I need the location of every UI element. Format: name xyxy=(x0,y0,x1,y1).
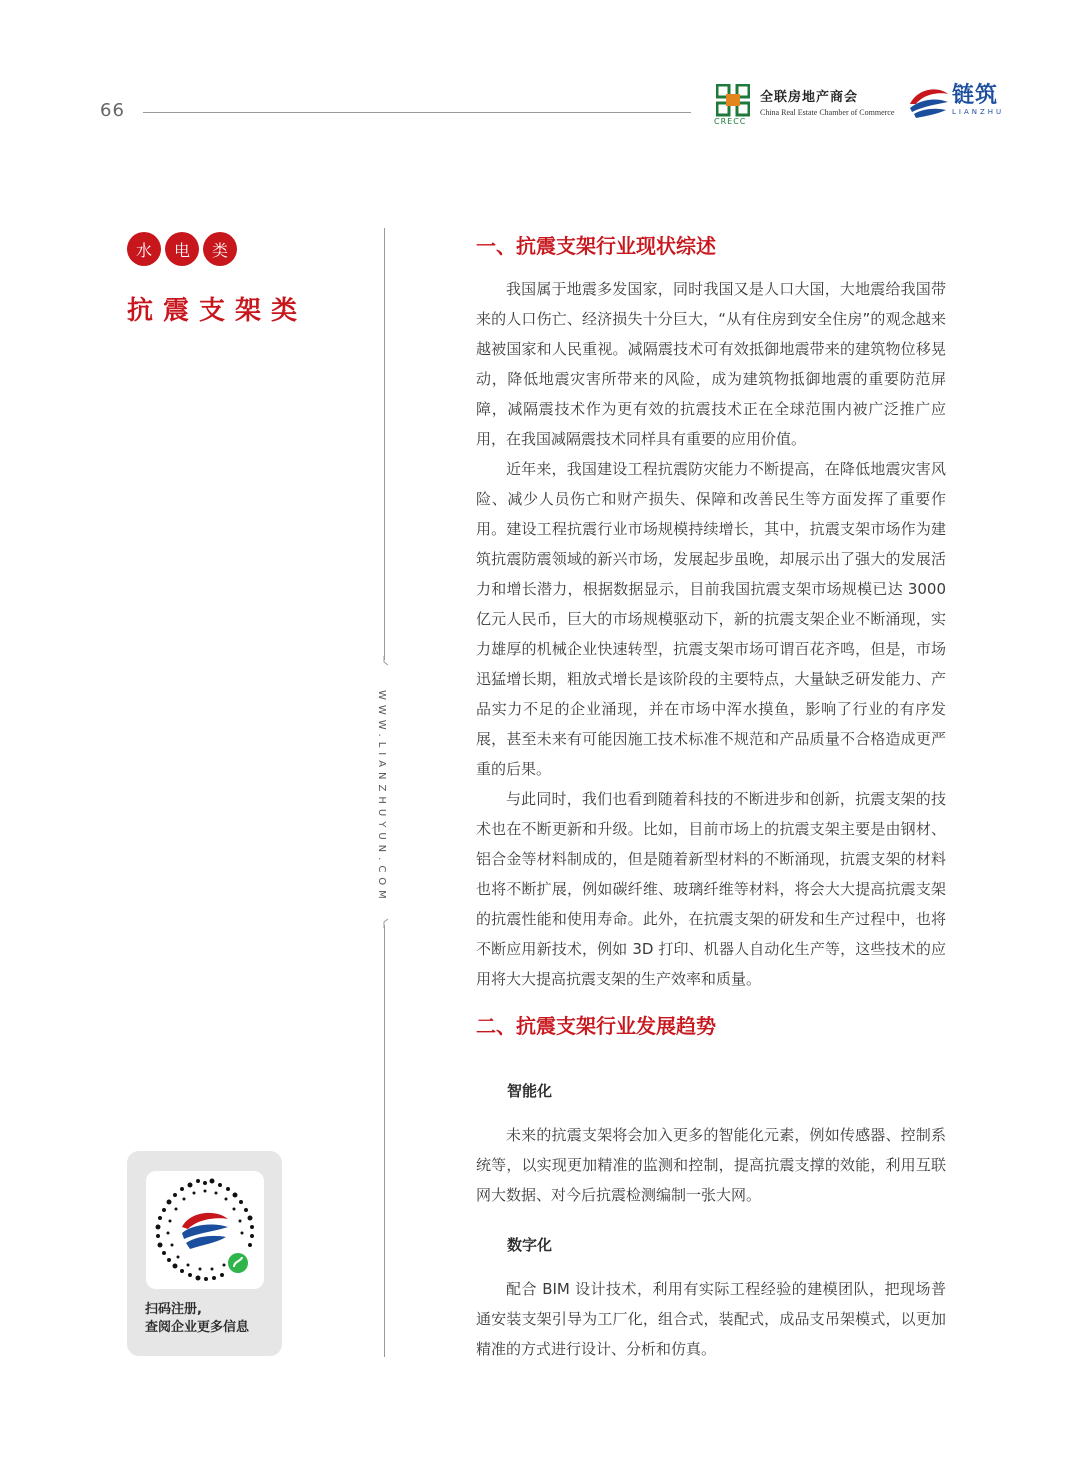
qr-caption-line: 扫码注册, xyxy=(145,1302,202,1317)
vertical-divider-top xyxy=(384,228,385,660)
divider-chevron-icon xyxy=(379,656,389,666)
paragraph: 与此同时，我们也看到随着科技的不断进步和创新，抗震支架的技术也在不断更新和升级。比如，目前市场上的抗震支架主要是由钢材、铝合金等材料制成的，但是随着新型材料的不断涌现，抗震支架的材料也将不断扩展，例如碳纤维、玻璃纤维等材料，将会大大提高抗震支架的抗震性能和使用寿命。此外，在抗震支架的研发和生产过程中，也将不断应用新技术，例如 3D 打印、机器人自动化生产等，这些技术的应用将大大提高抗震支架的生产效率和质量。 xyxy=(476,790,946,988)
lianzhu-name-en: LIANZHU xyxy=(952,108,1005,116)
subsection-body xyxy=(476,1274,946,1364)
category-badges xyxy=(127,232,241,266)
lianzhu-logo-icon xyxy=(908,84,950,120)
paragraph: 配合 BIM 设计技术，利用有实际工程经验的建模团队，把现场普通安装支架引导为工厂化，组合式，装配式，成品支吊架模式，以更加精准的方式进行设计、分析和仿真。 xyxy=(476,1280,946,1358)
qr-caption-line: 查阅企业更多信息 xyxy=(145,1320,250,1335)
section-title: 二、抗震支架行业发展趋势 xyxy=(476,1014,716,1038)
category-badge: 电 xyxy=(165,232,199,266)
crecc-name-en: China Real Estate Chamber of Commerce xyxy=(760,108,895,117)
subsection-body xyxy=(476,1120,946,1210)
header-divider xyxy=(143,112,691,113)
page-number: 66 xyxy=(100,100,125,121)
category-badge: 类 xyxy=(203,232,237,266)
paragraph: 近年来，我国建设工程抗震防灾能力不断提高，在降低地震灾害风险、减少人员伤亡和财产损失、保障和改善民生等方面发挥了重要作用。建设工程抗震行业市场规模持续增长，其中，抗震支架市场作为建筑抗震防震领域的新兴市场，发展起步虽晚，却展示出了强大的发展活力和增长潜力，根据数据显示，目前我国抗震支架市场规模已达 3000 亿元人民币，巨大的市场规模驱动下，新的抗震支架企业不断涌现，实力雄厚的机械企业快速转型，抗震支架市场可谓百花齐鸣，但是，市场迅猛增长期，粗放式增长是该阶段的主要特点，大量缺乏研发能力、产品实力不足的企业涌现，并在市场中浑水摸鱼，影响了行业的有序发展，甚至未来有可能因施工技术标准不规范和产品质量不合格造成更严重的后果。 xyxy=(476,460,946,778)
qr-caption xyxy=(145,1301,249,1337)
category-badge: 水 xyxy=(127,232,161,266)
crecc-name-cn: 全联房地产商会 xyxy=(760,90,859,105)
subsection-title: 数字化 xyxy=(507,1236,553,1254)
section-body xyxy=(476,274,946,994)
qr-card xyxy=(127,1151,282,1356)
lianzhu-name xyxy=(952,84,1004,116)
category-title: 抗震支架类 xyxy=(127,296,308,326)
mini-program-code[interactable] xyxy=(146,1171,264,1289)
mini-program-code-icon xyxy=(146,1171,264,1289)
paragraph: 未来的抗震支架将会加入更多的智能化元素，例如传感器、控制系统等，以实现更加精准的监测和控制，提高抗震支撑的效能，利用互联网大数据、对今后抗震检测编制一张大网。 xyxy=(476,1126,946,1204)
crecc-name xyxy=(760,86,894,117)
website-url: WWW.LIANZHUYUN.COM xyxy=(376,690,387,904)
subsection-title: 智能化 xyxy=(507,1082,553,1100)
vertical-divider-bottom xyxy=(384,925,385,1357)
lianzhu-name-cn: 链筑 xyxy=(952,83,999,108)
crecc-abbr: CRECC xyxy=(714,117,747,126)
section-title: 一、抗震支架行业现状综述 xyxy=(476,234,716,258)
paragraph: 我国属于地震多发国家，同时我国又是人口大国，大地震给我国带来的人口伤亡、经济损失十分巨大，“从有住房到安全住房”的观念越来越被国家和人民重视。减隔震技术可有效抵御地震带来的建筑物位移晃动，降低地震灾害所带来的风险，成为建筑物抵御地震的重要防范屏障，减隔震技术作为更有效的抗震技术正在全球范围内被广泛推广应用，在我国减隔震技术同样具有重要的应用价值。 xyxy=(476,280,946,448)
